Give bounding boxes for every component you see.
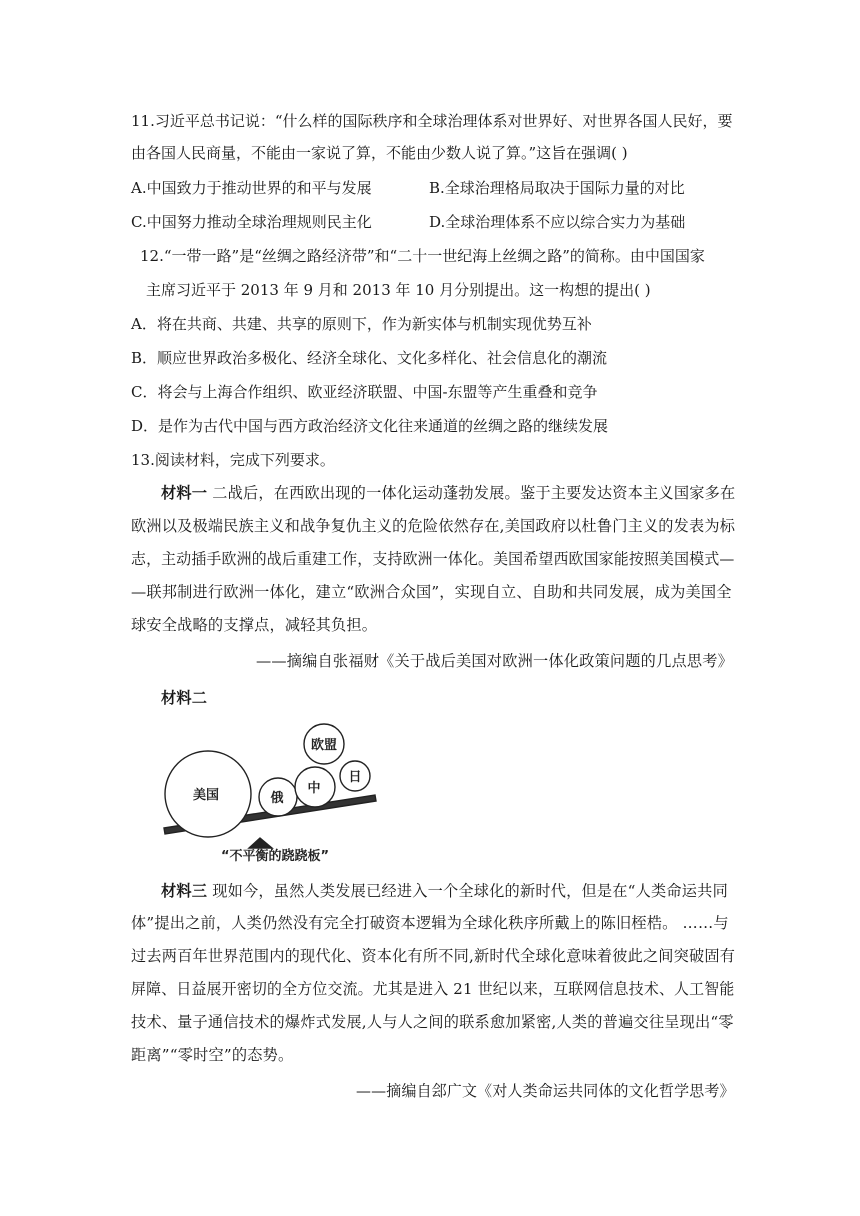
q12-option-b: B．顺应世界政治多极化、经济全球化、文化多样化、社会信息化的潮流	[131, 349, 608, 367]
material3-line4: 屏障、日益展开密切的全方位交流。尤其是进入 21 世纪以来，互联网信息技术、人工智能	[131, 980, 735, 998]
seesaw-fulcrum	[249, 838, 272, 848]
material1-line1-text: 二战后，在西欧出现的一体化运动蓬勃发展。鉴于主要发达资本主义国家多在	[207, 484, 736, 502]
q12-stem-line1: 12.“一带一路”是“丝绸之路经济带”和“二十一世纪海上丝绸之路”的简称。由中国国家	[140, 247, 705, 265]
q12-option-a: A．将在共商、共建、共享的原则下，作为新实体与机制实现优势互补	[131, 315, 592, 333]
material3-line1	[161, 880, 728, 902]
material1-line4: —联邦制进行欧洲一体化，建立“欧洲合众国”，实现自立、自助和共同发展，成为美国全	[131, 583, 732, 601]
q11-option-a: A.中国致力于推动世界的和平与发展	[131, 179, 372, 197]
material3-line3: 过去两百年世界范围内的现代化、资本化有所不同,新时代全球化意味着彼此之间突破固有	[131, 947, 736, 965]
q11-option-b: B.全球治理格局取决于国际力量的对比	[429, 179, 685, 197]
material1-line3: 志，主动插手欧洲的战后重建工作，支持欧洲一体化。美国希望西欧国家能按照美国模式—	[131, 550, 735, 568]
q11-stem-line1: 11.习近平总书记说：“什么样的国际秩序和全球治理体系对世界好、对世界各国人民好，要	[131, 112, 733, 130]
china-label: 中	[307, 781, 321, 796]
material3-line5: 技术、量子通信技术的爆炸式发展,人与人之间的联系愈加紧密,人类的普遍交往呈现出“零	[131, 1013, 734, 1031]
eu-label: 欧盟	[310, 738, 338, 753]
material3-label: 材料三	[161, 882, 208, 900]
usa-label: 美国	[192, 788, 220, 803]
q11-option-c: C.中国努力推动全球治理规则民主化	[131, 213, 372, 231]
q11-option-d: D.全球治理体系不应以综合实力为基础	[429, 213, 686, 231]
material1-source: ——摘编自张福财《关于战后美国对欧洲一体化政策问题的几点思考》	[256, 652, 734, 670]
q12-option-c: C．将会与上海合作组织、欧亚经济联盟、中国-东盟等产生重叠和竞争	[131, 383, 598, 401]
russia-label: 俄	[270, 791, 284, 806]
material3-line6: 距离”“零时空”的态势。	[131, 1046, 294, 1064]
material1-label: 材料一	[161, 484, 208, 502]
material1-line2: 欧洲以及极端民族主义和战争复仇主义的危险依然存在,美国政府以杜鲁门主义的发表为标	[131, 517, 736, 535]
material3-line2: 体”提出之前，人类仍然没有完全打破资本逻辑为全球化秩序所戴上的陈旧桎梏。 ……与	[131, 914, 729, 932]
q13-intro: 13.阅读材料，完成下列要求。	[131, 451, 335, 469]
material2-label: 材料二	[161, 689, 208, 707]
material1-line1	[161, 482, 735, 504]
figure-caption: “不平衡的跷跷板”	[220, 849, 330, 864]
q12-option-d: D．是作为古代中国与西方政治经济文化往来通道的丝绸之路的继续发展	[131, 417, 609, 435]
material1-line5: 球安全战略的支撑点，减轻其负担。	[131, 616, 378, 634]
material3-source: ——摘编自郐广文《对人类命运共同体的文化哲学思考》	[356, 1082, 735, 1100]
q12-stem-line2: 主席习近平于 2013 年 9 月和 2013 年 10 月分别提出。这一构想的提出( )	[146, 281, 651, 299]
japan-label: 日	[348, 770, 362, 785]
q11-stem-line2: 由各国人民商量，不能由一家说了算，不能由少数人说了算。”这旨在强调( )	[131, 144, 628, 162]
seesaw-figure	[162, 722, 382, 864]
material3-line1-text: 现如今，虽然人类发展已经进入一个全球化的新时代，但是在“人类命运共同	[207, 882, 728, 900]
